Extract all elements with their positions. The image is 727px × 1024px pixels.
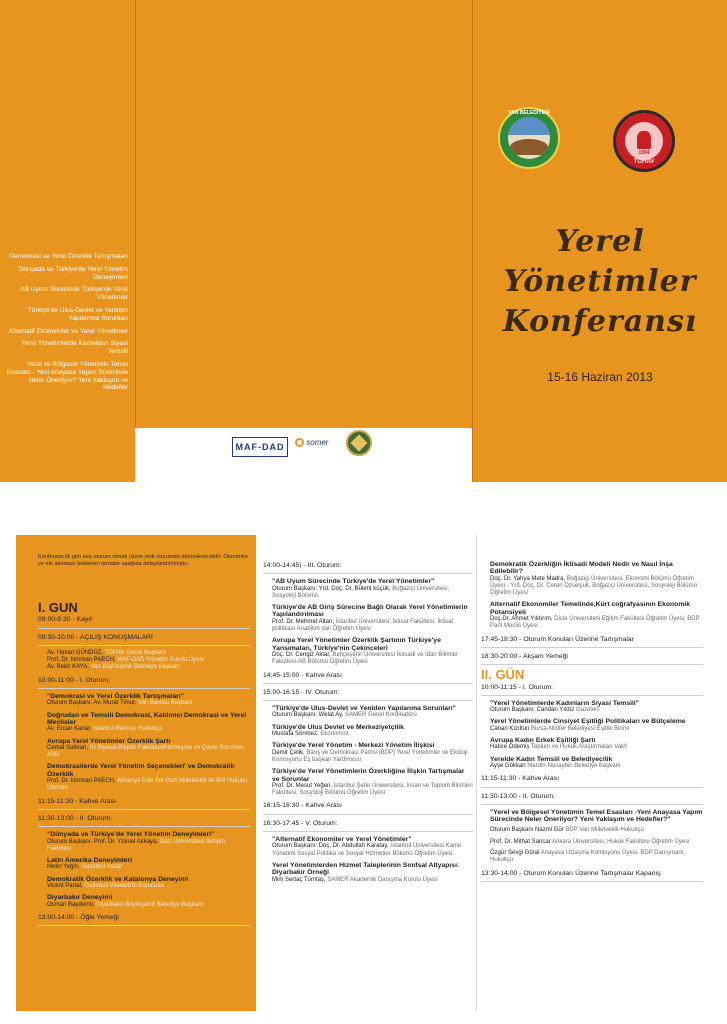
session-topic: "Dünyada ve Türkiye'de Yerel Yönetim Deneyimleri" xyxy=(47,831,215,839)
speaker-affiliation: İstanbul Üniversitesi, İktisat Fakültesi, İktisat politikası Anabilim dalı Öğretim Üyesi xyxy=(272,618,454,633)
session-item xyxy=(481,839,703,846)
session-topic: Demokrasilerde Yerel Yönetim Seçenekleri' ve Demokratik Özerklik xyxy=(47,763,235,778)
session-topic: Avrupa Kadın Erkek Eşitliği Şartı xyxy=(490,737,596,745)
session-item xyxy=(481,827,703,834)
speaker-name: Oturum Başkanı: Doç. Dr. Abdullah Karatay, xyxy=(272,843,389,850)
topic-item: Dünyada ve Türkiye'de Yerel Yönetim Deneyimleri xyxy=(18,265,128,281)
divider xyxy=(263,831,473,832)
program-column-1 xyxy=(38,598,250,926)
session-topic: Alternatif Ekonomiler Temelinde,Kürt coğrafyasının Ekonomik Potansiyeli xyxy=(490,601,691,616)
speaker-affiliation: İstanbul Üniversitesi Kamu Yönetimi Sosyal Politika ve Sosyal Hizmetler Bölümü Öğretim Üyesi xyxy=(272,843,462,857)
title-line: Yönetimler xyxy=(503,264,697,299)
divider xyxy=(481,664,703,665)
speaker-name: Özgür Sevgi Göral xyxy=(490,850,540,857)
cover-middle-panel xyxy=(135,0,472,428)
schedule-time: 09.00-9.30 - Kayıt xyxy=(38,616,93,624)
divider xyxy=(38,628,250,629)
speaker-affiliation: Gazi Üniversitesi İletişim Fakültesi xyxy=(47,838,225,852)
speaker-line xyxy=(272,750,473,765)
schedule-time: 14:00-14:45) - III. Oturum: xyxy=(263,562,342,569)
speaker-affiliation: Van Büyükşehir Belediye Başkanı xyxy=(90,664,181,671)
speaker-affiliation: Anayasa Uzlaşma Komisyonu Üyesi, BDP Danışmanı, Hukukçu xyxy=(490,850,685,864)
speaker-name: Oturum Başkanı: Candan Yıldız xyxy=(490,707,575,714)
speaker-name: Doç. Dr. Yahya Mete Madra, xyxy=(490,575,566,582)
speaker-line xyxy=(272,843,473,858)
topic-item: Türkiye'de Ulus-Devlet ve Yeniden Yapılanma Sorunları xyxy=(27,306,128,322)
speaker-name: Canan Kızıltun xyxy=(490,725,530,732)
session-item xyxy=(481,601,703,630)
session-item xyxy=(38,857,250,872)
divider xyxy=(38,925,250,926)
speaker-name: Oturum Başkanı: Av. Murat Timur, xyxy=(47,700,137,707)
speaker-line xyxy=(272,586,473,601)
speaker-affiliation: İstanbul Barosu, Hukukçu xyxy=(93,726,162,733)
speaker-line xyxy=(272,712,473,719)
schedule-time: 16:15-16:30 - Kahve Arası xyxy=(263,802,342,810)
session-item xyxy=(263,724,473,739)
program-column-3 xyxy=(481,557,703,882)
topic-item: Demokrasi ve Yerel Özerklik Tartışmaları xyxy=(9,253,128,260)
speaker-line xyxy=(490,827,703,834)
divider xyxy=(481,695,703,696)
speaker-name: Vicent Partal, xyxy=(47,883,83,890)
speaker-affiliation: Barış ve Demokrasi Partisi (BDP) Yerel Yönetimler ve Ekoloji Komisyonu Eş başkan Yardımcısı xyxy=(272,749,468,763)
divider xyxy=(38,688,250,689)
schedule-time: 11:15-11:30 - Kahve Arası xyxy=(38,797,116,805)
speaker-line xyxy=(490,726,703,733)
speaker-name: Av. Hakan GÜNDÜZ, xyxy=(47,649,104,656)
speaker-name: Prof. Dr. Mithat Sancar xyxy=(490,838,551,845)
speaker-line xyxy=(47,745,250,760)
speaker-affiliation: TOHAV Genel Başkanı xyxy=(104,649,166,656)
topic-item: Yerel Yönetimlerde Kadınların Siyasi Temsili xyxy=(21,340,128,356)
session-item xyxy=(263,862,473,884)
emblem-logo xyxy=(346,430,372,456)
speaker-affiliation: Dicle Üniversitesi Eğitim Fakültesi Öğretim Üyesi, BDP Parti Meclis Üyesi xyxy=(490,616,700,630)
session-item xyxy=(38,763,250,792)
speaker-affiliation: IÜ Siyasal Bilgiler Fakültesi/Kentleşme ve Çevre Sorunları ABD xyxy=(47,744,244,759)
speaker-affiliation: Gazeteci-Yazar xyxy=(81,864,123,871)
session-item xyxy=(38,712,250,734)
speaker-name: Oturum Başkanı: Yrd. Doç. Dr. Bülent küçük, xyxy=(272,585,391,592)
session-topic: "Alternatif Ekonomiler ve Yerel Yönetimler" xyxy=(272,836,412,844)
schedule-time: 15:00-16:15 - IV. Oturum: xyxy=(263,688,340,696)
session-item xyxy=(263,637,473,666)
schedule-time: 16:30-17:45 - V. Oturum: xyxy=(263,819,338,827)
speaker-line xyxy=(490,763,703,770)
speaker-line xyxy=(490,616,703,631)
speaker-line xyxy=(272,652,473,667)
topics-list xyxy=(6,253,128,397)
speaker-name: Oturum Başkanı: Welat Ay, xyxy=(272,712,344,719)
speaker-affiliation: BDP Van Milletvekili-Hukukçu xyxy=(565,827,644,834)
schedule-time: 18:30-20:00 - Akşam Yemeği xyxy=(481,652,568,660)
speaker-line xyxy=(47,726,250,733)
fold-line xyxy=(472,0,473,482)
speaker-line xyxy=(490,707,703,714)
speaker-name: Osman Baydemir, xyxy=(47,901,95,908)
session-item xyxy=(38,894,250,909)
speaker-affiliation: Boğaziçi Üniversitesi, Ekonomi Bölümü Öğretim Üyesi - Yrd. Doç. Dr. Ceren Özselçuk, Boğaziçi Üniversitesi, Sosyoloji Bölümü Öğretim Üyesi xyxy=(490,575,697,597)
opening-speakers xyxy=(38,650,250,672)
session-topic: "Türkiye'de Ulus-Devlet ve Yeniden Yapılanma Sorunları" xyxy=(272,705,456,713)
maf-dad-text: MAF-DAD xyxy=(235,442,285,452)
divider xyxy=(481,881,703,882)
session-item xyxy=(38,693,250,708)
speaker-name: Metin Yeğin, xyxy=(47,864,80,871)
session-item xyxy=(263,705,473,720)
speaker-line xyxy=(47,657,250,664)
divider xyxy=(38,826,250,827)
speaker-affiliation: MAF-DAD Yönetim Kurulu Üyesi xyxy=(117,657,204,664)
speaker-line xyxy=(272,783,473,798)
speaker-line xyxy=(490,576,703,598)
session-topic: Doğrudan ve Temsili Demokrasi, Katılımcı Demokrasi ve Yerel Meclisler xyxy=(47,711,247,726)
speaker-affiliation: SAMER Genel Kordinatörü xyxy=(345,712,417,719)
topic-item: Alternatif Ekonomiler ve Yerel Yönetimler xyxy=(8,327,128,335)
session-topic: Türkiye'de Yerel Yönetim - Merkezi Yönetim İlişkisi xyxy=(272,742,435,750)
speaker-name: Av. Bekir KAYA, xyxy=(47,664,89,671)
speaker-name: Doç.Dr. Ahmet Yıldırım, xyxy=(490,616,553,623)
column-divider xyxy=(476,535,477,1011)
session-item xyxy=(263,604,473,633)
speaker-name: Prof. Dr. Norman PAECH, xyxy=(47,657,116,664)
day1-heading: I. GUN xyxy=(38,600,78,615)
speaker-affiliation: Bahçeşehir Üniversitesi İktisadi ve İdari Bilimler Fakültesi-AB Bölümü Öğretim Üyesi xyxy=(272,651,459,666)
speaker-line xyxy=(490,744,703,751)
divider xyxy=(263,573,473,574)
session-topic: "Demokrasi ve Yerel Özerklik Tartışmaları" xyxy=(47,693,184,701)
schedule-time: 10:00-11:15 - I. Oturum: xyxy=(481,683,554,691)
session-item xyxy=(263,836,473,858)
divider xyxy=(481,804,703,805)
speaker-affiliation: Bursa-Nilüfer Belediyesi Eşitlik Birimi xyxy=(531,725,630,732)
conference-date: 15-16 Haziran 2013 xyxy=(547,370,653,384)
session-item xyxy=(263,768,473,797)
divider xyxy=(481,787,703,788)
cover-back-panel xyxy=(0,0,135,482)
speaker-name: Oturum Başkanı Nazmi Gür xyxy=(490,827,564,834)
schedule-time: 13:00-14:00 - Öğle Yemeği xyxy=(38,913,119,921)
maf-dad-logo xyxy=(232,437,288,457)
session-item xyxy=(481,718,703,733)
speaker-name: Hatice Ödemiş xyxy=(490,744,530,751)
speaker-affiliation: Almanya Eski Sol Parti Milletvekili ve BM Hukuku Uzmanı xyxy=(47,778,248,792)
speaker-line xyxy=(47,664,250,671)
topic-item: AB Uyum Sürecinde Türkiye'de Yerel Yönetimler xyxy=(20,286,128,302)
somer-logo xyxy=(295,438,339,456)
session-topic: "Yerel Yönetimlerde Kadınların Siyasi Temsili" xyxy=(490,699,639,707)
session-topic: Demokratik Özerkliğin İktisadi Modeli Nedir ve Nasıl İnşa Edilebilir? xyxy=(490,561,673,576)
schedule-time: 11:30-13:00 - II. Oturum: xyxy=(38,814,112,822)
tohav-seal-year: 1994 xyxy=(638,150,650,156)
speaker-line xyxy=(47,700,250,707)
speaker-name: Mim Sertaç Tümtaş, xyxy=(272,876,326,883)
fold-line xyxy=(135,0,136,482)
speaker-name: Cemal Salman, xyxy=(47,744,89,751)
session-item xyxy=(38,738,250,760)
day2-heading: II. GÜN xyxy=(481,667,525,683)
somer-mark-icon xyxy=(295,438,304,447)
speaker-affiliation: Mardin-Nusaybin Belediye Başkanı xyxy=(527,762,621,769)
session-item xyxy=(481,850,703,865)
session-item xyxy=(481,561,703,597)
speaker-line xyxy=(272,731,473,738)
speaker-affiliation: Boğaziçi Üniversitesi, Sosyoloji Bölümü xyxy=(272,585,450,599)
speaker-line xyxy=(490,850,703,865)
session-topic: Yerel Yönetimlerden Hizmet Taleplerinin Sınıfsal Altyapısı: Diyarbakır Örneği xyxy=(272,861,460,877)
somer-text: somer xyxy=(306,438,329,447)
speaker-affiliation: İstanbul Şehir Üniversitesi, İnsan ve Toplum Bilimleri Fakültesi, Sosyoloji Bölümü Öğretim Üyesi xyxy=(272,782,473,797)
speaker-line xyxy=(272,877,473,884)
divider xyxy=(481,647,703,648)
schedule-time: 09:30-10:00 - AÇILIŞ KONUŞMALARI xyxy=(38,633,153,641)
speaker-affiliation: SAMER Akademik Danışma Kurulu Üyesi xyxy=(327,876,438,883)
session-item xyxy=(481,756,703,771)
session-topic: Türkiye'de Yerel Yönetimlerin Özerkliğine İlişkin Tartışmalar ve Sorunlar xyxy=(272,768,465,783)
schedule-time: 10:00-11:00 - I. Oturum: xyxy=(38,676,111,684)
speaker-line xyxy=(47,883,250,890)
van-seal-text: VAN BELEDİYESİ xyxy=(508,110,550,116)
speaker-name: Av. Ercan Kanar, xyxy=(47,726,92,733)
speaker-affiliation: Ankara Üniversitesi, Hukuk Fakültesi Öğretim Üyesi xyxy=(552,838,690,845)
speaker-line xyxy=(47,902,250,909)
session-item xyxy=(481,737,703,752)
tohav-seal xyxy=(613,110,675,172)
title-line: Konferansı xyxy=(502,304,698,339)
session-topic: Diyarbakır Deneyimi xyxy=(47,894,113,902)
speaker-name: Prof. Dr. Norman PAECH, xyxy=(47,778,116,785)
speaker-affiliation: Ekonomist xyxy=(320,731,349,738)
divider xyxy=(263,814,473,815)
session-item xyxy=(263,578,473,600)
divider xyxy=(38,809,250,810)
session-topic: Latin Amerika Deneyimleri xyxy=(47,857,133,865)
session-item xyxy=(263,742,473,764)
speaker-affiliation: Diyarbakır Büyükşehir Belediye Başkanı xyxy=(96,901,204,908)
speaker-name: Demir Çelik, xyxy=(272,749,305,756)
schedule-time: 14:45-15:00 - Kahve Arası xyxy=(263,671,342,679)
divider xyxy=(263,700,473,701)
session-topic: Avrupa Yerel Yönetimler Özerklik Şartı xyxy=(47,737,171,745)
speaker-affiliation: Toplum ve Hukuk Araştırmaları Vakfı xyxy=(530,744,628,751)
speaker-line xyxy=(47,864,250,871)
schedule-time: 11:15-11:30 - Kahve Arası xyxy=(481,775,559,783)
speaker-line xyxy=(272,619,473,634)
session-topic: Türkiye'de AB Giriş Sürecine Bağlı Olarak Yerel Yönetimlerin Yapılandırılması xyxy=(272,604,468,619)
session-topic: "Yerel ve Bölgesel Yönetimin Temel Esasları -Yeni Anayasa Yapım Sürecinde Neler Önerilyor? Yeni Yaklaşım ve Hedefler?" xyxy=(490,808,703,824)
speaker-affiliation: Van Barosu Başkanı xyxy=(138,700,193,707)
session-topic: Avrupa Yerel Yönetimler Özerklik Şartının Türkiye'ye Yansımaları, Türkiye'nin Çekinceleri xyxy=(272,637,441,652)
speaker-affiliation: Gazeteci-Vilaweb'in Kurucusu xyxy=(84,883,164,890)
session-topic: Türkiye'de Ulus Devlet ve Merkeziyetçilik xyxy=(272,723,404,731)
session-item xyxy=(38,876,250,891)
speaker-name: Prof. Dr. Mehmet Altan, xyxy=(272,618,335,625)
divider xyxy=(263,683,473,684)
program-intro: Konferans ilk gün beş oturum olmak üzere yedi oturumda düzenlenecektir. Oturumlar ve ele alınması beklenen temalar aşağıda detaylandırılmıştır. xyxy=(38,554,249,567)
speaker-affiliation: Gazeteci xyxy=(575,707,600,714)
conference-title xyxy=(500,222,700,342)
speaker-name: Doç. Dr. Cengiz Aktar, xyxy=(272,651,331,658)
divider xyxy=(38,645,250,646)
speaker-name: Oturum Başkanı: Prof. Dr. Yüksel Akkaya, xyxy=(47,838,158,845)
schedule-time: 13:30-14:00 - Oturum Konuları Üzerine Tartışmalar Kapanış xyxy=(481,869,661,877)
session-item xyxy=(481,700,703,715)
title-line: Yerel xyxy=(555,224,645,259)
speaker-name: Prof. Dr. Mesut Yeğen, xyxy=(272,782,333,789)
topic-item: Yerel ve Bölgesel Yönetimin Temel Esasları - Yeni Anayasa Yapım Sürecinde Neler Önerilyor? Yeni Yaklaşım ve Hedefler xyxy=(6,360,128,392)
session-item xyxy=(38,831,250,853)
schedule-time: 17:45-18:30 - Oturum Konuları Üzerine Tartışmalar xyxy=(481,635,634,643)
session-topic: "AB Uyum Sürecinde Türkiye'de Yerel Yönetimler" xyxy=(272,578,435,586)
speaker-line xyxy=(490,839,703,846)
tohav-seal-text: TOHAV xyxy=(633,159,655,165)
session-topic: Yerelde Kadın Temsili ve Belediyecilik xyxy=(490,755,613,763)
program-column-2 xyxy=(263,557,473,884)
schedule-time: 11:30-13:00 - II. Oturum: xyxy=(481,792,555,800)
session-topic: Demokratik Özerklik ve Katalonya Deneyimi xyxy=(47,875,189,883)
speaker-name: Mustafa Sönmez, xyxy=(272,731,319,738)
speaker-line xyxy=(47,839,250,854)
van-municipality-seal xyxy=(498,107,560,169)
session-topic: Yerel Yönetimlerde Cinsiyet Eşitliği Politikaları ve Bütçeleme xyxy=(490,718,686,726)
session-item xyxy=(481,809,703,824)
speaker-name: Ayşe Gökkan xyxy=(490,762,526,769)
speaker-line xyxy=(47,778,250,793)
